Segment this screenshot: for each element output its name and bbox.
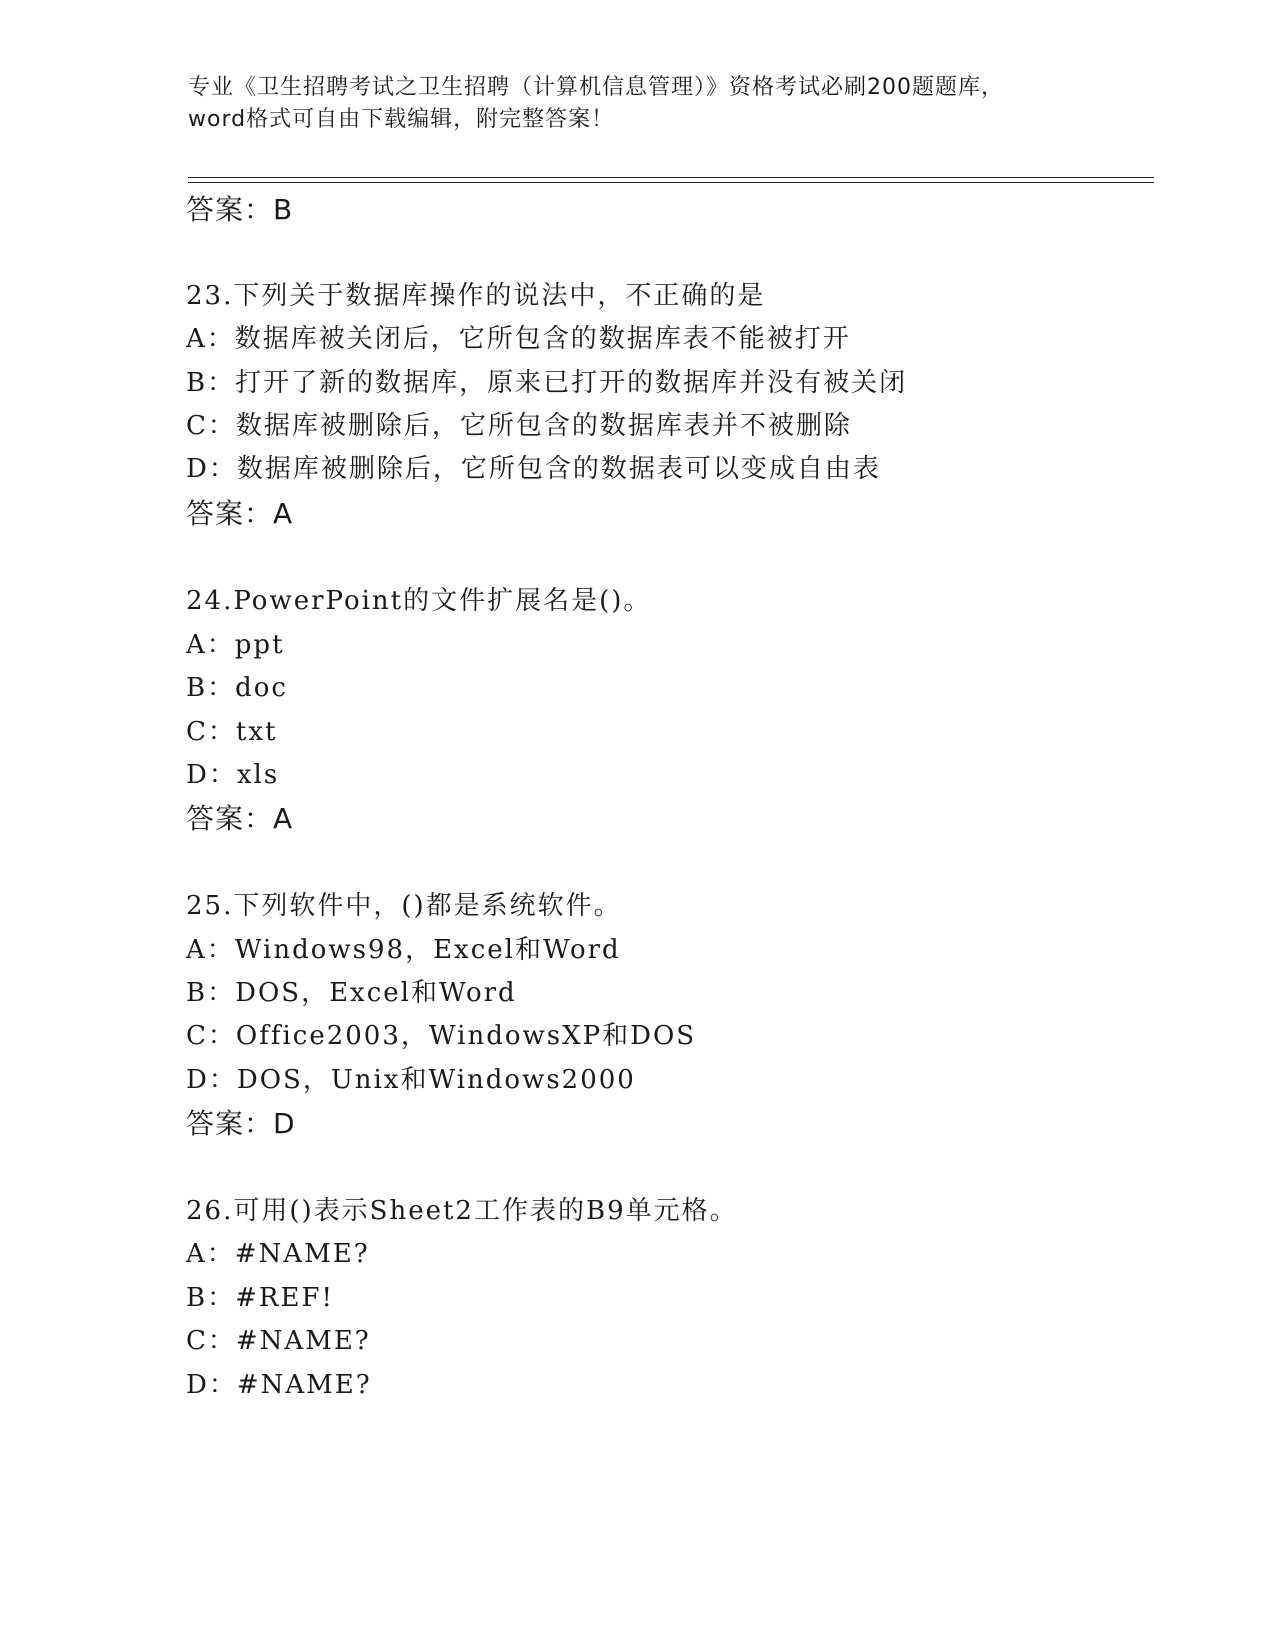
- question-option: D：DOS，Unix和Windows2000: [186, 1065, 636, 1095]
- header-line-2: word格式可自由下载编辑，附完整答案！: [188, 107, 615, 132]
- question-title: 23.下列关于数据库操作的说法中，不正确的是: [186, 281, 766, 311]
- question-option: B：doc: [186, 673, 288, 703]
- question-option: A：#NAME?: [186, 1239, 370, 1269]
- answer-line: 答案：A: [186, 497, 294, 530]
- question-option: D：xls: [186, 760, 280, 790]
- question-option: B：DOS，Excel和Word: [186, 978, 517, 1008]
- question-option: C：#NAME?: [186, 1326, 371, 1356]
- question-title: 26.可用()表示Sheet2工作表的B9单元格。: [186, 1196, 738, 1226]
- header-divider: [188, 182, 1154, 183]
- question-option: D：数据库被删除后，它所包含的数据表可以变成自由表: [186, 454, 881, 484]
- document-header: [188, 72, 1088, 136]
- header-line-1: 专业《卫生招聘考试之卫生招聘（计算机信息管理）》资格考试必刷200题题库，: [188, 75, 1004, 100]
- question-option: C：Office2003，WindowsXP和DOS: [186, 1021, 697, 1051]
- question-option: C：txt: [186, 717, 278, 747]
- answer-line: 答案：A: [186, 802, 294, 835]
- question-option: A：Windows98，Excel和Word: [186, 935, 621, 965]
- question-option: A：数据库被关闭后，它所包含的数据库表不能被打开: [186, 324, 851, 354]
- question-option: C：数据库被删除后，它所包含的数据库表并不被删除: [186, 411, 852, 441]
- question-option: D：#NAME?: [186, 1370, 372, 1400]
- header-divider: [188, 177, 1154, 178]
- question-option: B：#REF!: [186, 1283, 334, 1313]
- question-option: A：ppt: [186, 630, 285, 660]
- answer-line: 答案：B: [186, 193, 294, 226]
- question-option: B：打开了新的数据库，原来已打开的数据库并没有被关闭: [186, 368, 908, 398]
- answer-line: 答案：D: [186, 1107, 296, 1140]
- question-title: 24.PowerPoint的文件扩展名是()。: [186, 586, 652, 616]
- question-title: 25.下列软件中，()都是系统软件。: [186, 891, 622, 921]
